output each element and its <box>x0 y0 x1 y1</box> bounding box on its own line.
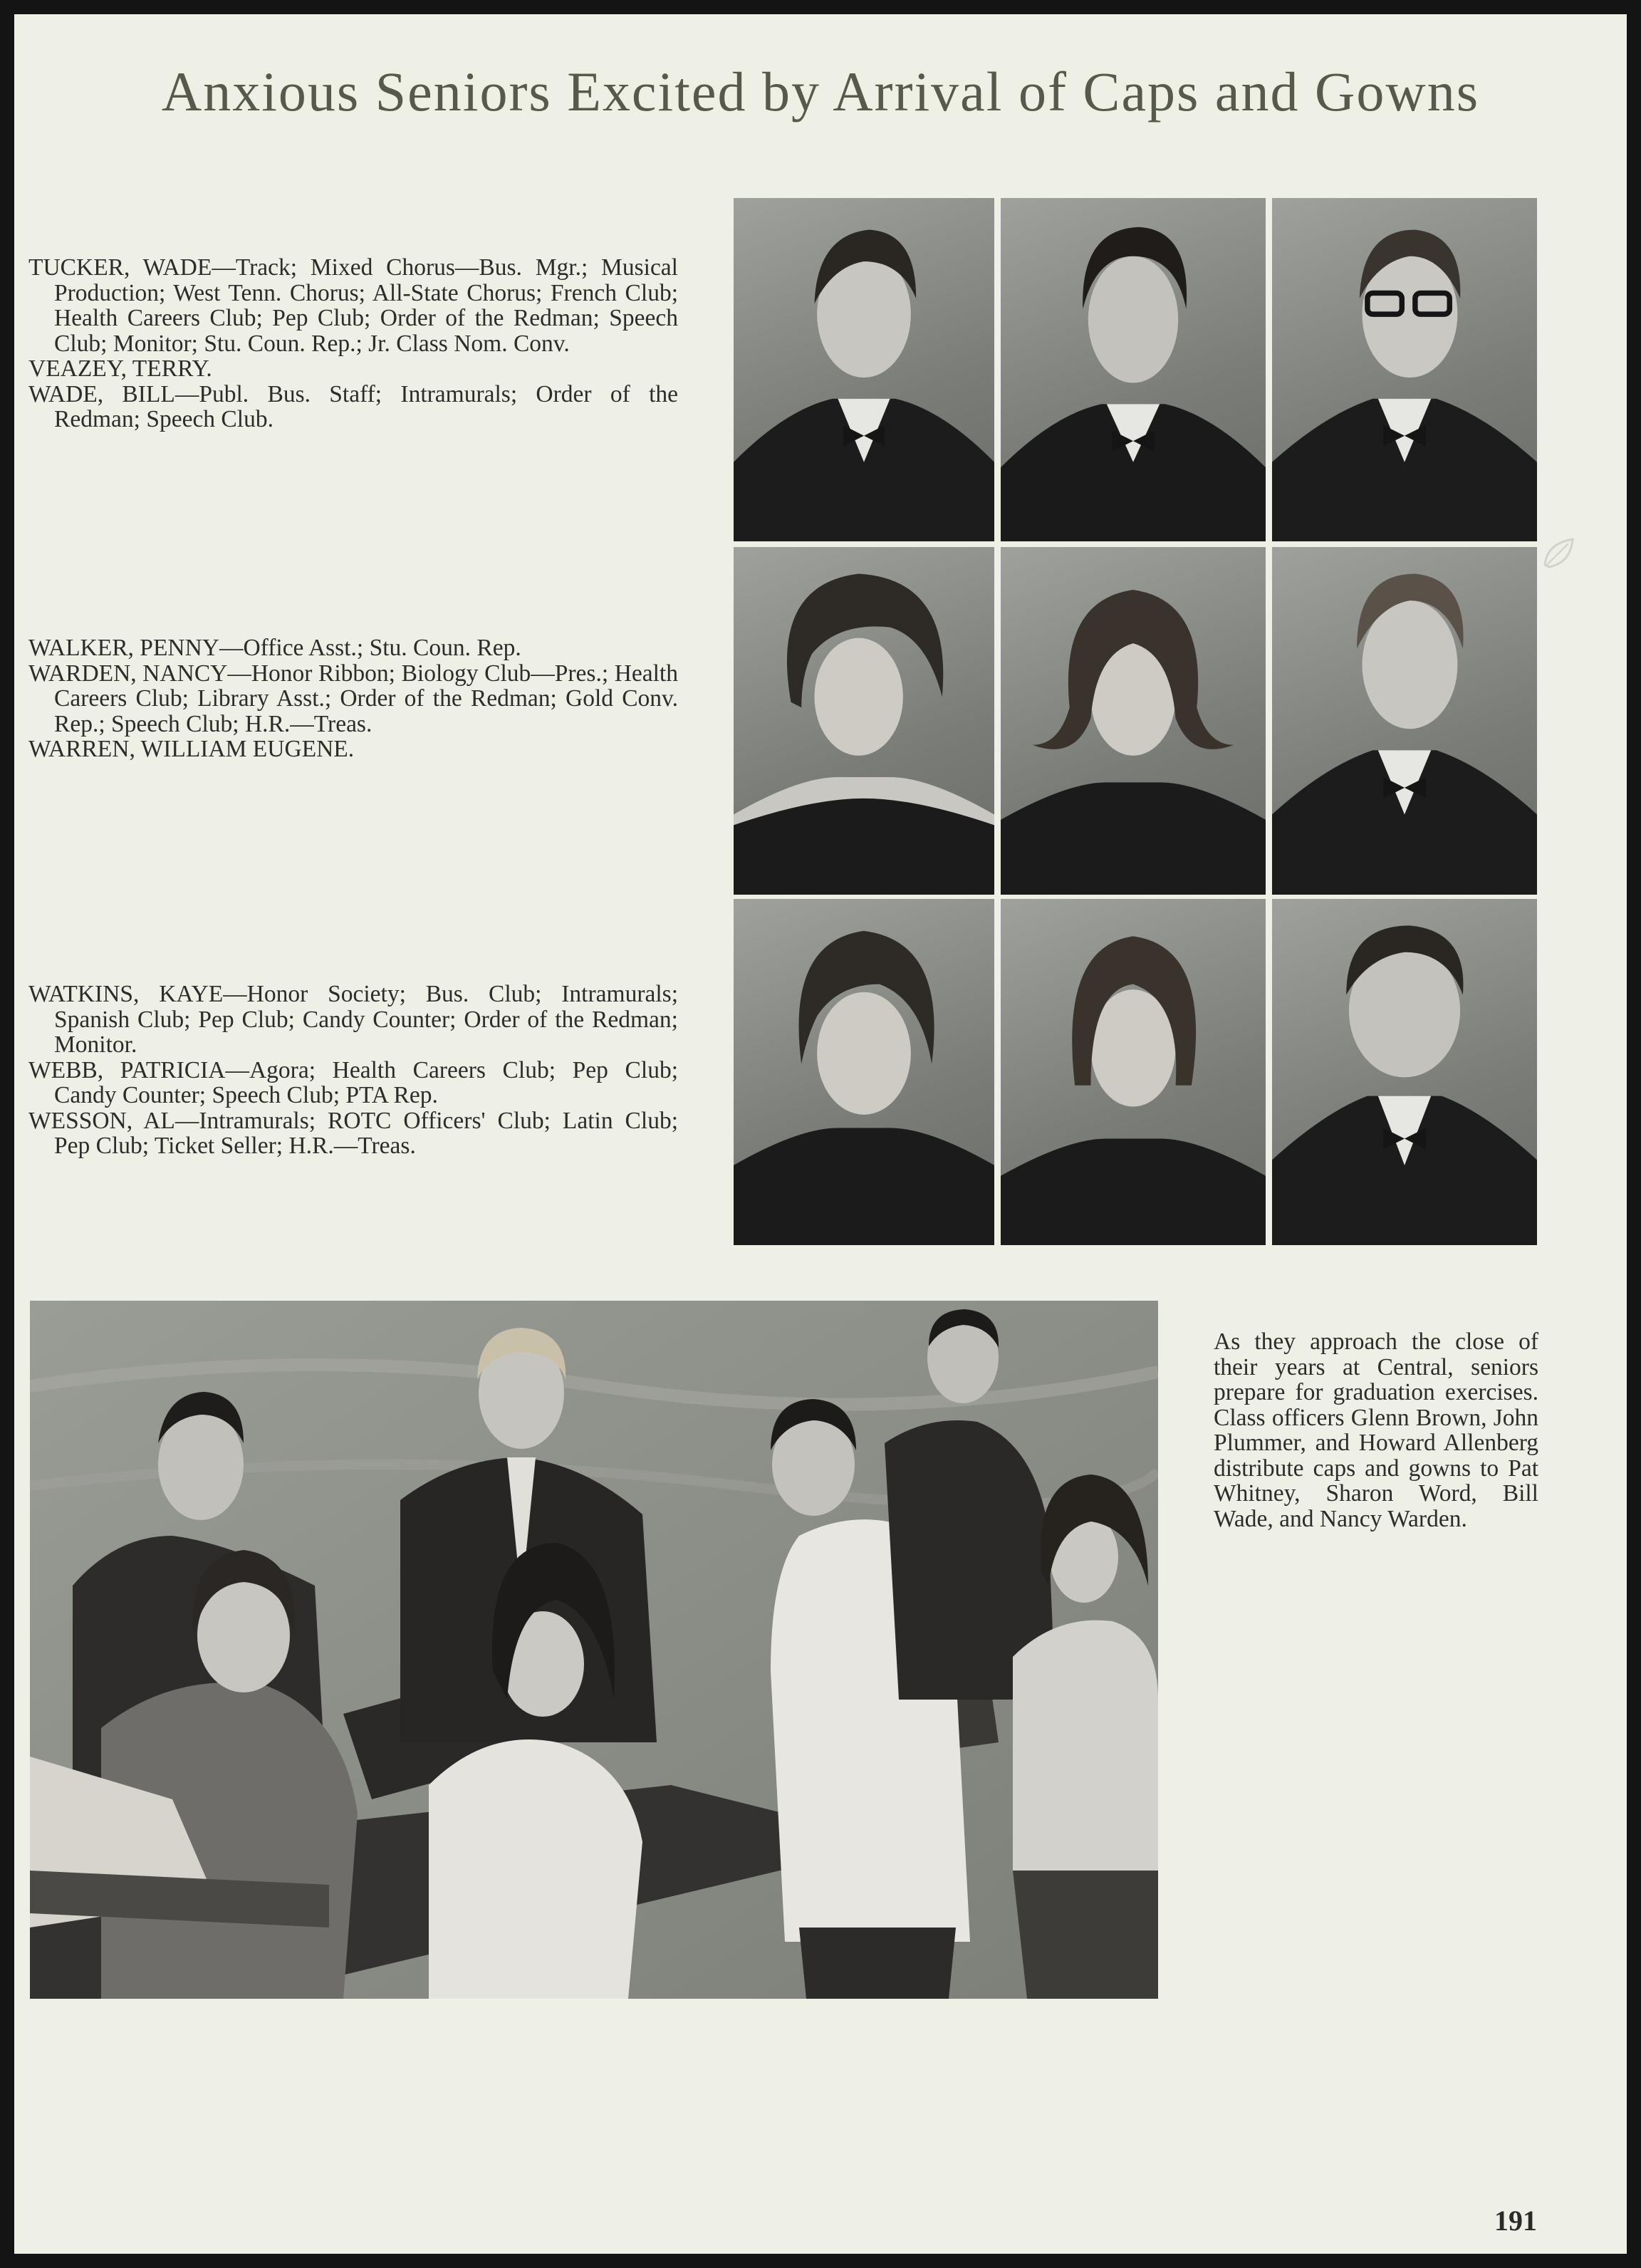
bio-entry-wade-bill: WADE, BILL—Publ. Bus. Staff; Intramurals; Order of the Redman; Speech Club. <box>28 380 678 432</box>
bio-entry-warden-nancy: WARDEN, NANCY—Honor Ribbon; Biology Club—Pres.; Health Careers Club; Library Asst.; Order of the Redman; Gold Conv. Rep.; Speech Club; H.R.—Treas. <box>28 660 678 737</box>
portrait-walker-penny <box>734 547 994 895</box>
portrait-watkins-kaye <box>734 899 994 1245</box>
portrait-veazey-terry <box>1001 198 1266 541</box>
bio-entry-warren-william: WARREN, WILLIAM EUGENE. <box>28 736 355 762</box>
bio-entry-walker-penny: WALKER, PENNY—Office Asst.; Stu. Coun. Rep. <box>28 635 521 661</box>
bio-entry-veazey-terry: VEAZEY, TERRY. <box>28 355 212 382</box>
portrait-grid <box>734 198 1537 1245</box>
page-number: 191 <box>1494 2205 1537 2237</box>
portrait-warden-nancy <box>1001 547 1266 895</box>
portrait-warren-william <box>1272 547 1537 895</box>
photo-caption: As they approach the close of their years at Central, seniors prepare for graduation exercises. Class officers Glenn Brown, John Plummer, and Howard Allenberg distribute caps and gowns to Pat Whitney, Sharon Word, Bill Wade, and Nancy Warden. <box>1214 1328 1538 1532</box>
bio-group-row-1 <box>28 255 678 432</box>
portrait-tucker-wade <box>734 198 994 541</box>
bio-entry-webb-patricia: WEBB, PATRICIA—Agora; Health Careers Club; Pep Club; Candy Counter; Speech Club; PTA Rep. <box>28 1056 678 1108</box>
bio-entry-watkins-kaye: WATKINS, KAYE—Honor Society; Bus. Club; Intramurals; Spanish Club; Pep Club; Candy Counter; Order of the Redman; Monitor. <box>28 981 678 1058</box>
bio-entry-wesson-al: WESSON, AL—Intramurals; ROTC Officers' Club; Latin Club; Pep Club; Ticket Seller; H.R.—Treas. <box>28 1107 678 1159</box>
portrait-wesson-al <box>1272 899 1537 1245</box>
group-photo <box>30 1301 1158 1999</box>
leaf-watermark-icon <box>1538 533 1581 576</box>
portrait-webb-patricia <box>1001 899 1266 1245</box>
bio-group-row-2 <box>28 635 678 762</box>
bio-group-row-3 <box>28 982 678 1159</box>
portrait-wade-bill <box>1272 198 1537 541</box>
page-headline: Anxious Seniors Excited by Arrival of Caps and Gowns <box>161 61 1480 123</box>
bio-entry-tucker-wade: TUCKER, WADE—Track; Mixed Chorus—Bus. Mgr.; Musical Production; West Tenn. Chorus; All-State Chorus; French Club; Health Careers Club; Pep Club; Order of the Redman; Speech Club; Monitor; Stu. Coun. Rep.; Jr. Class Nom. Conv. <box>28 254 678 357</box>
